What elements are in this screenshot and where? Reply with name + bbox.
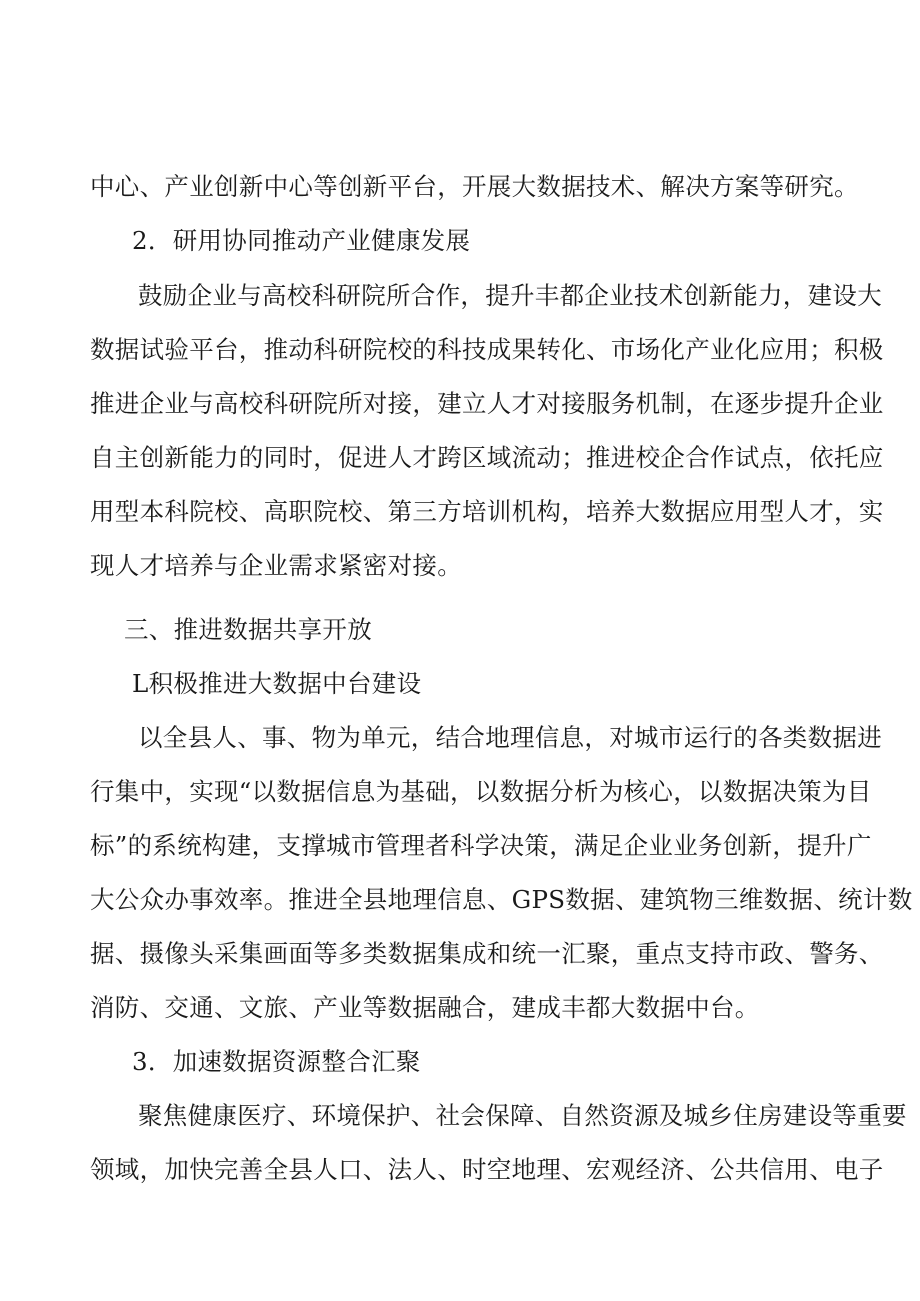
paragraph-line: 标”的系统构建，支撑城市管理者科学决策，满足企业业务创新，提升广 bbox=[90, 831, 872, 860]
chapter-heading: 三、推进数据共享开放 bbox=[124, 615, 372, 644]
paragraph-line: 中心、产业创新中心等创新平台，开展大数据技术、解决方案等研究。 bbox=[90, 172, 859, 201]
paragraph-line: 大公众办事效率。推进全县地理信息、GPS数据、建筑物三维数据、统计数 bbox=[90, 885, 913, 914]
paragraph-line: 以全县人、事、物为单元，结合地理信息，对城市运行的各类数据进 bbox=[138, 723, 882, 752]
paragraph-line: 推进企业与高校科研院所对接，建立人才对接服务机制，在逐步提升企业 bbox=[90, 389, 884, 418]
paragraph-line: 现人才培养与企业需求紧密对接。 bbox=[90, 551, 462, 580]
paragraph-line: 用型本科院校、高职院校、第三方培训机构，培养大数据应用型人才，实 bbox=[90, 497, 884, 526]
paragraph-line: 鼓励企业与高校科研院所合作，提升丰都企业技术创新能力，建设大 bbox=[138, 281, 882, 310]
paragraph-line: 聚焦健康医疗、环境保护、社会保障、自然资源及城乡住房建设等重要 bbox=[138, 1101, 907, 1130]
paragraph-line: 消防、交通、文旅、产业等数据融合，建成丰都大数据中台。 bbox=[90, 993, 760, 1022]
paragraph-line: 自主创新能力的同时，促进人才跨区域流动；推进校企合作试点，依托应 bbox=[90, 443, 884, 472]
section-heading: 2．研用协同推动产业健康发展 bbox=[132, 226, 471, 255]
paragraph-line: 数据试验平台，推动科研院校的科技成果转化、市场化产业化应用；积极 bbox=[90, 335, 884, 364]
paragraph-line: 领域，加快完善全县人口、法人、时空地理、宏观经济、公共信用、电子 bbox=[90, 1155, 884, 1184]
paragraph-line: 据、摄像头采集画面等多类数据集成和统一汇聚，重点支持市政、警务、 bbox=[90, 939, 884, 968]
section-heading: 3．加速数据资源整合汇聚 bbox=[132, 1047, 421, 1076]
section-heading: L积极推进大数据中台建设 bbox=[132, 669, 422, 698]
paragraph-line: 行集中，实现“以数据信息为基础，以数据分析为核心，以数据决策为目 bbox=[90, 777, 872, 806]
